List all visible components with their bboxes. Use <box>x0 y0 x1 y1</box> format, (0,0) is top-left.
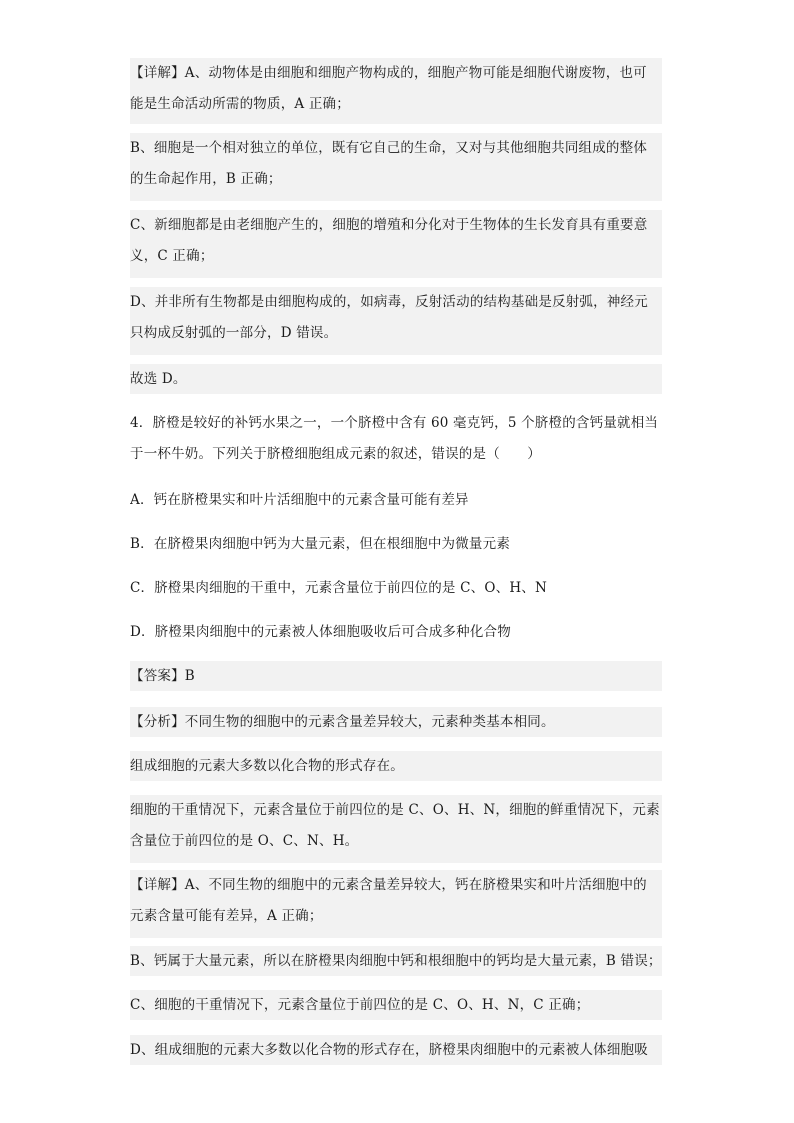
text-line: C、新细胞都是由老细胞产生的，细胞的增殖和分化对于生物体的生长发育具有重要意 <box>130 217 648 233</box>
explanation-paragraph-c <box>130 210 662 278</box>
text-line: 能是生命活动所需的物质，A 正确； <box>130 96 350 112</box>
detail-paragraph-c <box>130 990 662 1020</box>
analysis-paragraph-3 <box>130 795 662 863</box>
explanation-paragraph-a <box>130 58 662 124</box>
text-line: B、钙属于大量元素，所以在脐橙果肉细胞中钙和根细胞中的钙均是大量元素，B 错误； <box>130 953 662 969</box>
text-line: 【详解】A、动物体是由细胞和细胞产物构成的，细胞产物可能是细胞代谢废物，也可 <box>130 65 647 81</box>
detail-paragraph-d <box>130 1035 662 1065</box>
option-d <box>130 617 662 648</box>
text-line: 只构成反射弧的一部分，D 错误。 <box>130 325 338 341</box>
text-line: A．钙在脐橙果实和叶片活细胞中的元素含量可能有差异 <box>130 492 469 508</box>
text-line: B．在脐橙果肉细胞中钙为大量元素，但在根细胞中为微量元素 <box>130 536 511 552</box>
answer-line <box>130 661 662 691</box>
text-line: 【分析】不同生物的细胞中的元素含量差异较大，元素种类基本相同。 <box>130 714 555 730</box>
text-line: 元素含量可能有差异，A 正确； <box>130 908 323 924</box>
text-line: D、组成细胞的元素大多数以化合物的形式存在，脐橙果肉细胞中的元素被人体细胞吸 <box>130 1042 648 1058</box>
analysis-line <box>130 707 662 737</box>
text-line: 【详解】A、不同生物的细胞中的元素含量差异较大，钙在脐橙果实和叶片活细胞中的 <box>130 877 647 893</box>
text-line: B、细胞是一个相对独立的单位，既有它自己的生命，又对与其他细胞共同组成的整体 <box>130 140 648 156</box>
explanation-paragraph-b <box>130 133 662 201</box>
explanation-conclusion <box>130 364 662 394</box>
detail-paragraph-b <box>130 946 662 976</box>
text-line: D、并非所有生物都是由细胞构成的，如病毒，反射活动的结构基础是反射弧，神经元 <box>130 294 648 310</box>
explanation-paragraph-d <box>130 287 662 355</box>
text-line: 4．脐橙是较好的补钙水果之一，一个脐橙中含有 60 毫克钙，5 个脐橙的含钙量就相当 <box>130 415 659 431</box>
text-line: 于一杯牛奶。下列关于脐橙细胞组成元素的叙述，错误的是（ ） <box>130 446 541 462</box>
text-line: 义，C 正确； <box>130 248 214 264</box>
text-line: C、细胞的干重情况下，元素含量位于前四位的是 C、O、H、N，C 正确； <box>130 997 590 1013</box>
text-line: 含量位于前四位的是 O、C、N、H。 <box>130 833 359 849</box>
text-line: 的生命起作用，B 正确； <box>130 171 282 187</box>
option-a <box>130 485 662 516</box>
text-line: D．脐橙果肉细胞中的元素被人体细胞吸收后可合成多种化合物 <box>130 624 511 640</box>
text-line: 组成细胞的元素大多数以化合物的形式存在。 <box>130 758 404 774</box>
text-line: 故选 D。 <box>130 371 187 387</box>
text-line: C．脐橙果肉细胞的干重中，元素含量位于前四位的是 C、O、H、N <box>130 580 548 596</box>
option-c <box>130 573 662 604</box>
text-line: 细胞的干重情况下，元素含量位于前四位的是 C、O、H、N，细胞的鲜重情况下，元素 <box>130 802 660 818</box>
detail-paragraph-a <box>130 870 662 938</box>
analysis-paragraph-2 <box>130 751 662 781</box>
text-line: 【答案】B <box>130 668 195 684</box>
option-b <box>130 529 662 560</box>
question-stem <box>130 408 662 470</box>
